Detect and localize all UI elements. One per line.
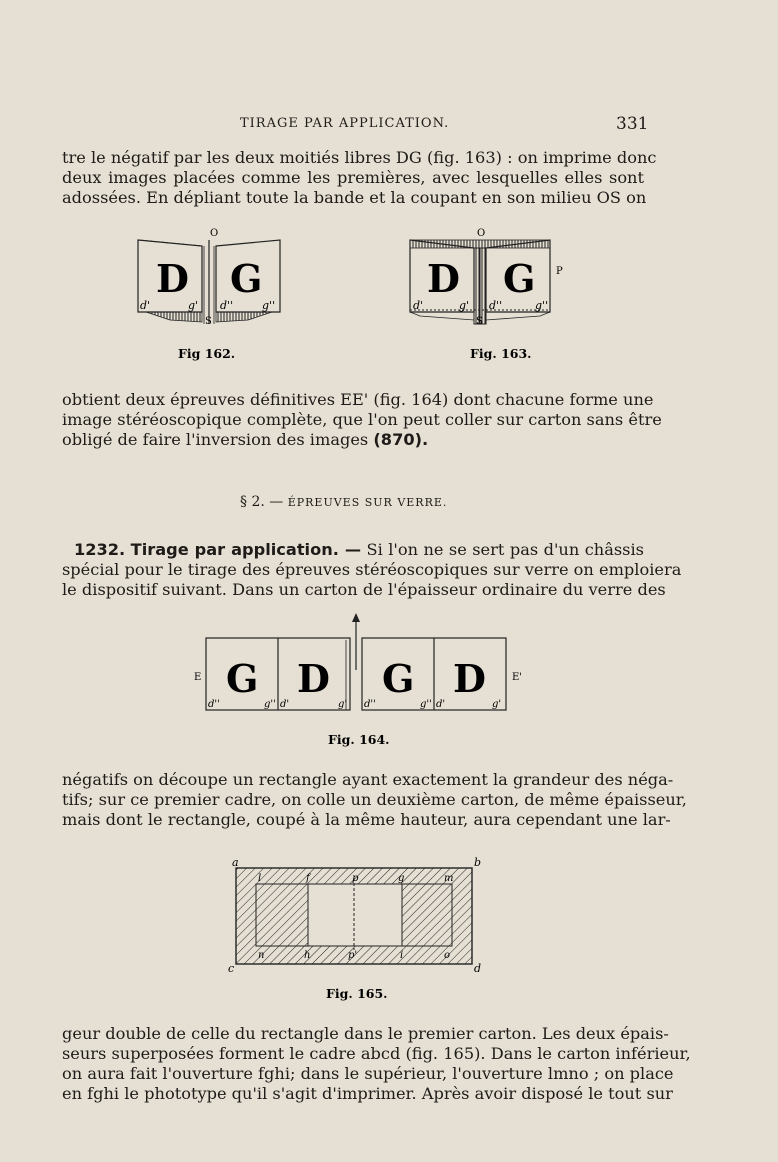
label-o: O xyxy=(210,228,219,239)
label-o: O xyxy=(477,228,486,239)
caption-fig-163: Fig. 163. xyxy=(470,346,532,361)
section-mark: § 2. — xyxy=(240,494,284,510)
label-d-prime: d' xyxy=(436,699,446,710)
label-g-second: g'' xyxy=(262,299,276,312)
text-line: tre le négatif par les deux moitiés libres DG (fig. 163) : on imprime donc xyxy=(62,148,657,167)
article-number: 1232. xyxy=(74,540,126,559)
figures-162-163 xyxy=(130,224,580,361)
corner-c: c xyxy=(228,962,235,975)
text-line: image stéréoscopique complète, que l'on peut coller sur carton sans être xyxy=(62,410,662,429)
label-d-second: d'' xyxy=(220,299,234,312)
label-d-prime: d' xyxy=(280,699,290,710)
text-line: tifs; sur ce premier cadre, on colle un deuxième carton, de même épaisseur, xyxy=(62,790,687,809)
letter-d: D xyxy=(453,656,486,701)
label-g-prime: g' xyxy=(188,299,199,312)
section-title: ÉPREUVES SUR VERRE. xyxy=(287,496,448,509)
text-fragment: Si l'on ne se sert pas d'un châssis xyxy=(366,540,644,559)
letter-d: D xyxy=(297,656,330,701)
caption-fig-164: Fig. 164. xyxy=(328,732,390,747)
label-d-prime: d' xyxy=(140,299,151,312)
label-g-second: g'' xyxy=(264,699,276,710)
running-title: TIRAGE PAR APPLICATION. xyxy=(240,116,450,131)
figure-164 xyxy=(190,610,535,750)
corner-b: b xyxy=(474,856,482,869)
label-d-second: d'' xyxy=(208,699,220,710)
cross-reference: (870). xyxy=(373,430,429,449)
text-line: négatifs on découpe un rectangle ayant exactement la grandeur des néga- xyxy=(62,770,674,789)
letter-d: D xyxy=(427,256,460,301)
label-m: m xyxy=(444,873,454,884)
label-g: g xyxy=(398,873,405,884)
figure-162 xyxy=(138,228,280,361)
label-p-prime: p' xyxy=(348,950,358,961)
caption-fig-165: Fig. 165. xyxy=(326,986,388,1001)
text-line: mais dont le rectangle, coupé à la même hauteur, aura cependant une lar- xyxy=(62,810,671,829)
label-d-prime: d' xyxy=(413,299,424,312)
figure-165 xyxy=(220,852,500,1002)
label-o: o xyxy=(444,950,451,961)
corner-d: d xyxy=(474,962,482,975)
label-d-second: d'' xyxy=(489,299,503,312)
label-g-prime: g' xyxy=(492,699,502,710)
letter-g: G xyxy=(230,256,263,301)
label-i: i xyxy=(400,950,404,961)
label-g-second: g'' xyxy=(535,299,549,312)
text-line: en fghi le phototype qu'il s'agit d'imprimer. Après avoir disposé le tout sur xyxy=(62,1084,673,1103)
text-line: spécial pour le tirage des épreuves stéréoscopiques sur verre on emploiera xyxy=(62,560,682,579)
text-line: on aura fait l'ouverture fghi; dans le supérieur, l'ouverture lmno ; on place xyxy=(62,1064,674,1083)
text-line: geur double de celle du rectangle dans le premier carton. Les deux épais- xyxy=(62,1024,669,1043)
label-p: p xyxy=(352,873,359,884)
letter-g: G xyxy=(382,656,415,701)
text-line: seurs superposées forment le cadre abcd (fig. 165). Dans le carton inférieur, xyxy=(62,1044,691,1063)
label-e: E xyxy=(194,672,202,683)
label-s: S xyxy=(476,316,483,327)
label-h: h xyxy=(304,950,311,961)
label-p: P xyxy=(556,266,563,277)
paragraph-3 xyxy=(62,540,682,600)
article-heading: Tirage par application. — xyxy=(130,540,362,559)
text-line: deux images placées comme les premières, avec lesquelles elles sont xyxy=(62,168,644,187)
letter-d: D xyxy=(156,256,189,301)
letter-g: G xyxy=(226,656,259,701)
text-line: obtient deux épreuves définitives EE' (fig. 164) dont chacune forme une xyxy=(62,390,654,409)
label-g-second: g'' xyxy=(420,699,432,710)
paragraph-5 xyxy=(62,1024,691,1104)
label-s: S xyxy=(205,316,212,327)
label-g-prime: g' xyxy=(459,299,470,312)
label-f: f xyxy=(306,873,310,884)
text-line: le dispositif suivant. Dans un carton de l'épaisseur ordinaire du verre des xyxy=(62,580,666,599)
label-n: n xyxy=(258,950,265,961)
letter-g: G xyxy=(503,256,536,301)
section-heading xyxy=(240,494,447,510)
label-g-prime: g' xyxy=(338,699,348,710)
paragraph-4 xyxy=(62,770,687,830)
caption-fig-162: Fig 162. xyxy=(178,346,236,361)
corner-a: a xyxy=(232,856,239,869)
paragraph-2 xyxy=(62,390,662,450)
text-line: adossées. En dépliant toute la bande et la coupant en son milieu OS on xyxy=(62,188,647,207)
text-fragment: obligé de faire l'inversion des images xyxy=(62,430,369,449)
text-line xyxy=(62,540,644,560)
figure-163 xyxy=(410,228,563,361)
label-d-second: d'' xyxy=(364,699,376,710)
label-e-prime: E' xyxy=(512,672,523,683)
label-l: l xyxy=(258,873,262,884)
page-number: 331 xyxy=(616,114,649,134)
text-line xyxy=(62,430,644,450)
paragraph-1 xyxy=(62,148,657,208)
